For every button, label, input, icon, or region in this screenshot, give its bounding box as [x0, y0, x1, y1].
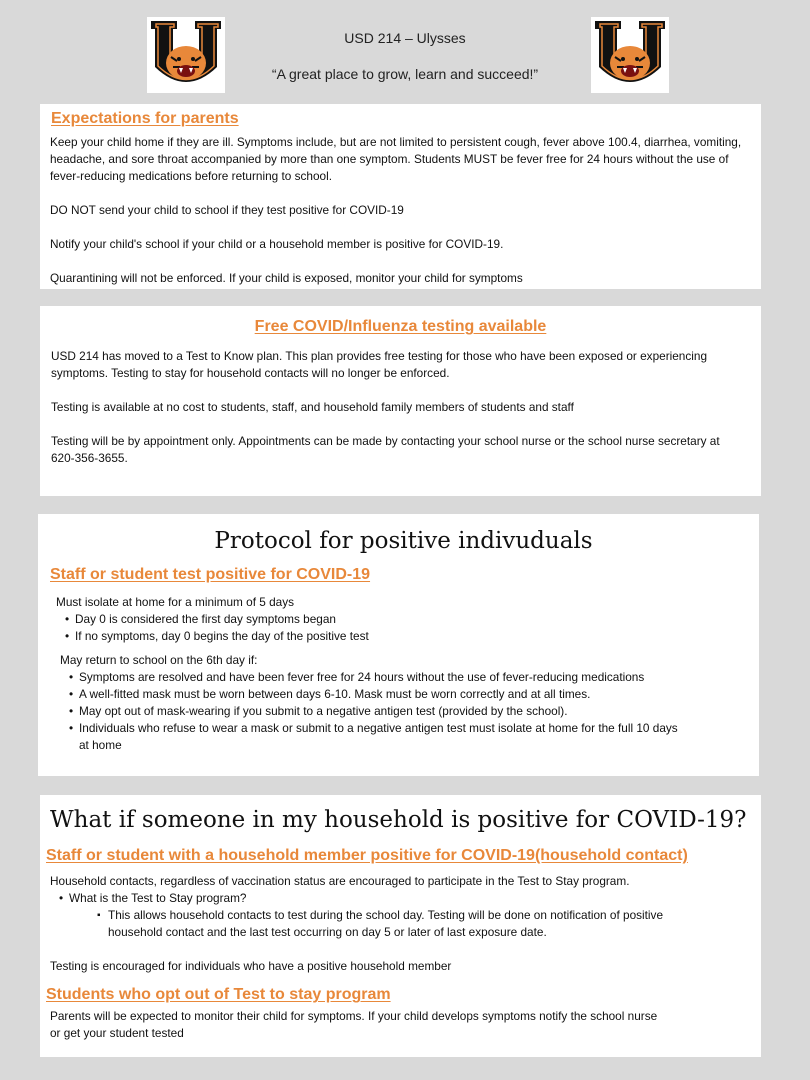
testing-heading: Free COVID/Influenza testing available	[254, 318, 547, 335]
return-item: • Individuals who refuse to wear a mask or submit to a negative antigen test must isolate at home for the full 10 days at home	[79, 720, 689, 754]
testing-paragraph-3: Testing will be by appointment only. Appointments can be made by contacting your school nurse or the school nurse secretary at 620-356-3655.	[51, 434, 720, 465]
protocol-subheading: Staff or student test positive for COVID-19	[50, 566, 371, 583]
testing-card	[40, 306, 761, 496]
expectations-paragraph-2: DO NOT send your child to school if they test positive for COVID-19	[50, 203, 404, 217]
return-item: • A well-fitted mask must be worn between days 6-10. Mask must be worn correctly and at all times.	[79, 686, 689, 703]
testing-paragraph-1: USD 214 has moved to a Test to Know plan. This plan provides free testing for those who have been exposed or experiencing symptoms. Testing to stay for household contacts will no longer be enforced.	[51, 349, 707, 380]
optout-text: Parents will be expected to monitor their child for symptoms. If your child develops symptoms notify the school nurse or get your student tested	[50, 1009, 658, 1040]
household-card	[40, 795, 761, 1057]
expectations-card	[40, 104, 761, 289]
return-item: • Symptoms are resolved and have been fever free for 24 hours without the use of fever-reducing medications	[79, 669, 689, 686]
expectations-paragraph-1: Keep your child home if they are ill. Symptoms include, but are not limited to persistent cough, fever above 100.4, diarrhea, vomiting, headache, and sore throat accompanied by more than one symptom. Students MUST be fever free for 24 hours without the use of fever-reducing medications before returning to school.	[50, 135, 742, 183]
test-to-stay-answer: ▪ This allows household contacts to test during the school day. Testing will be done on notification of positive household contact and the last test occurring on day 5 or later of last exposure date.	[108, 907, 698, 941]
testing-paragraph-2: Testing is available at no cost to students, staff, and household family members of students and staff	[51, 400, 574, 414]
household-paragraph-1: Household contacts, regardless of vaccination status are encouraged to participate in the Test to Stay program.	[50, 874, 630, 888]
district-motto: “A great place to grow, learn and succeed!”	[271, 66, 539, 82]
expectations-heading: Expectations for parents	[51, 110, 239, 127]
isolate-item: • Day 0 is considered the first day symptoms began	[75, 611, 716, 628]
household-subheading: Staff or student with a household member positive for COVID-19(household contact)	[46, 847, 688, 864]
optout-heading: Students who opt out of Test to stay program	[46, 986, 391, 1003]
return-text: May return to school on the 6th day if:	[60, 653, 258, 667]
household-title: What if someone in my household is positive for COVID-19?	[50, 807, 747, 833]
district-title: USD 214 – Ulysses	[344, 30, 466, 46]
expectations-paragraph-4: Quarantining will not be enforced. If your child is exposed, monitor your child for symptoms	[50, 271, 523, 285]
protocol-title: Protocol for positive indivuduals	[214, 528, 593, 554]
isolate-text: Must isolate at home for a minimum of 5 days	[56, 595, 294, 609]
protocol-card	[38, 514, 759, 776]
expectations-paragraph-3: Notify your child's school if your child or a household member is positive for COVID-19.	[50, 237, 504, 251]
test-to-stay-question: • What is the Test to Stay program?	[69, 890, 740, 907]
return-item: • May opt out of mask-wearing if you submit to a negative antigen test (provided by the school).	[79, 703, 689, 720]
isolate-item: • If no symptoms, day 0 begins the day of the positive test	[75, 628, 716, 645]
household-paragraph-2: Testing is encouraged for individuals who have a positive household member	[50, 959, 452, 973]
